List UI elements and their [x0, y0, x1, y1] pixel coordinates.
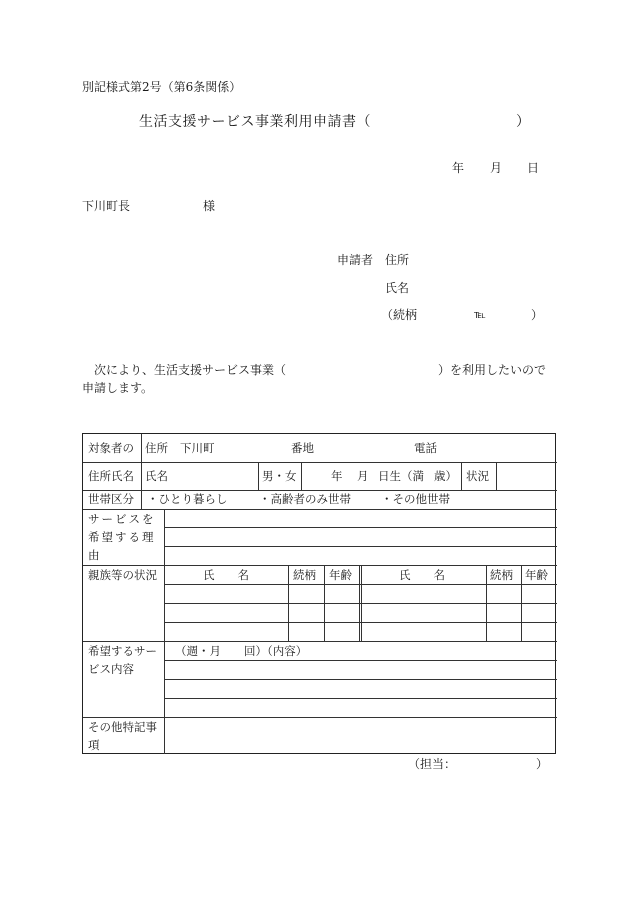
row1-banchi: 番地: [291, 441, 314, 455]
row3-option-alone: ・ひとり暮らし: [147, 492, 228, 506]
row5-age-header-1: 年齢: [329, 568, 352, 582]
row5-name-header-1: 氏 名: [203, 568, 249, 582]
row2-name: 氏名: [145, 469, 168, 483]
addressee-honorific: 様: [203, 199, 216, 213]
row5-label: 親族等の状況: [88, 568, 157, 582]
applicant-label: 申請者: [337, 253, 374, 267]
row2-month: 月: [357, 469, 369, 483]
body-line1-end: ）を利用したいので: [438, 363, 547, 377]
row3-label: 世帯区分: [88, 492, 134, 506]
row1-town: 下川町: [180, 441, 215, 455]
addressee-name: 下川町長: [82, 199, 131, 213]
row2-birth: 日生（満: [378, 469, 424, 483]
application-table: [82, 433, 556, 754]
row2-status: 状況: [466, 469, 489, 483]
row2-age: 歳）: [434, 469, 457, 483]
row7-label: その他特記事項: [88, 720, 157, 752]
row5-relation-header-2: 続柄: [490, 568, 513, 582]
row3-option-other: ・その他世帯: [381, 492, 450, 506]
row1-phone: 電話: [414, 441, 437, 455]
row5-name-header-2: 氏 名: [399, 568, 445, 582]
row5-age-header-2: 年齢: [525, 568, 548, 582]
row5-relation-header-1: 続柄: [293, 568, 316, 582]
applicant-address-label: 住所: [385, 253, 410, 267]
row6-frequency: （週・月 回）（内容）: [175, 644, 308, 658]
body-line2: 申請します。: [82, 381, 154, 395]
row1-label: 対象者の: [88, 441, 134, 455]
form-number: 別記様式第2号（第6条関係）: [82, 80, 242, 94]
body-line1-start: 次により、生活支援サービス事業（: [94, 363, 287, 377]
date-day: 日: [527, 161, 540, 175]
applicant-relation-label: （続柄: [381, 308, 418, 322]
tel-icon: ℡: [474, 308, 486, 321]
row2-gender: 男・女: [262, 469, 297, 483]
footer-contact-label: （担当：: [408, 757, 457, 771]
row2-label: 住所氏名: [88, 469, 134, 483]
date-month: 月: [490, 161, 503, 175]
row2-year: 年: [331, 469, 343, 483]
applicant-close-paren: ）: [531, 308, 544, 322]
form-title: 生活支援サービス事業利用申請書（ ）: [139, 114, 531, 130]
applicant-name-label: 氏名: [385, 281, 410, 295]
row6-label: 希望するサービス内容: [88, 644, 157, 676]
row1-address: 住所: [145, 441, 168, 455]
footer-close-paren: ）: [536, 757, 549, 771]
date-year: 年: [452, 161, 465, 175]
row4-label: サービスを希望する理由: [88, 512, 156, 562]
row3-option-elderly: ・高齢者のみ世帯: [259, 492, 351, 506]
